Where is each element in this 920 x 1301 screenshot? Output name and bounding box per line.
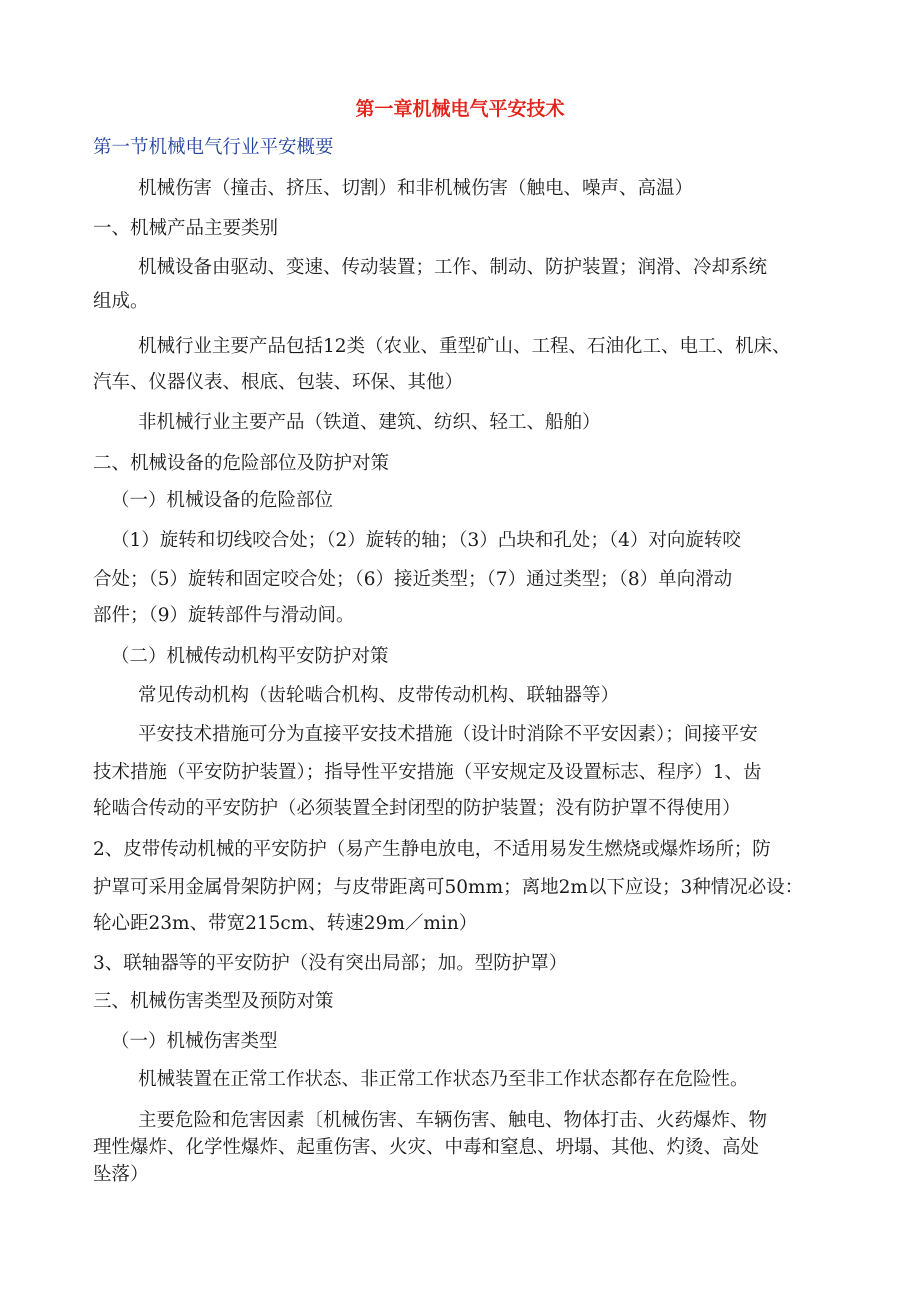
paragraph-line: 3、联轴器等的平安防护（没有突出局部；加。型防护罩） [93, 953, 568, 974]
paragraph-line: 部件；（9）旋转部件与滑动间。 [93, 605, 355, 626]
paragraph-line: 轮啮合传动的平安防护（必须装置全封闭型的防护装置；没有防护罩不得使用） [93, 798, 741, 819]
paragraph-line: 坠落） [93, 1164, 149, 1185]
heading-line: 二、机械设备的危险部位及防护对策 [93, 453, 390, 474]
subheading-line: （二）机械传动机构平安防护对策 [111, 646, 389, 667]
paragraph-line: 轮心距23m、带宽215cm、转速29m／min） [93, 913, 478, 934]
heading-line: 一、机械产品主要类别 [93, 218, 279, 239]
chapter-title: 第一章机械电气平安技术 [355, 98, 565, 120]
heading-line: 三、机械伤害类型及预防对策 [93, 991, 334, 1012]
paragraph-line: 汽车、仪器仪表、根底、包装、环保、其他） [93, 372, 464, 393]
subheading-line: （一）机械设备的危险部位 [111, 490, 334, 511]
paragraph-line: 机械行业主要产品包括12类（农业、重型矿山、工程、石油化工、电工、机床、 [138, 336, 791, 357]
paragraph-line: 主要危险和危害因素〔机械伤害、车辆伤害、触电、物体打击、火药爆炸、物 [138, 1110, 768, 1131]
paragraph-line: 2、皮带传动机械的平安防护（易产生静电放电，不适用易发生燃烧或爆炸场所；防 [93, 839, 771, 860]
section-title: 第一节机械电气行业平安概要 [93, 137, 334, 158]
paragraph-line: 机械伤害（撞击、挤压、切割）和非机械伤害（触电、噪声、高温） [138, 178, 694, 199]
paragraph-line: 技术措施（平安防护装置）；指导性平安措施（平安规定及设置标志、程序）1、齿 [93, 762, 762, 783]
subheading-line: （一）机械伤害类型 [111, 1031, 278, 1052]
paragraph-line: 机械设备由驱动、变速、传动装置；工作、制动、防护装置；润滑、冷却系统 [138, 257, 768, 278]
paragraph-line: （1）旋转和切线咬合处；（2）旋转的轴；（3）凸块和孔处；（4）对向旋转咬 [111, 530, 741, 551]
paragraph-line: 平安技术措施可分为直接平安技术措施（设计时消除不平安因素）；间接平安 [138, 724, 758, 745]
paragraph-line: 护罩可采用金属骨架防护网；与皮带距离可50mm；离地2m以下应设；3种情况必设： [93, 877, 804, 898]
paragraph-line: 理性爆炸、化学性爆炸、起重伤害、火灾、中毒和窒息、坍塌、其他、灼烫、高处 [93, 1137, 760, 1158]
paragraph-line: 常见传动机构（齿轮啮合机构、皮带传动机构、联轴器等） [138, 685, 620, 706]
paragraph-line: 机械装置在正常工作状态、非正常工作状态乃至非工作状态都存在危险性。 [138, 1069, 749, 1090]
paragraph-line: 非机械行业主要产品（铁道、建筑、纺织、轻工、船舶） [138, 412, 601, 433]
paragraph-line: 合处；（5）旋转和固定咬合处；（6）接近类型；（7）通过类型；（8）单向滑动 [93, 569, 733, 590]
paragraph-line: 组成。 [93, 291, 149, 312]
